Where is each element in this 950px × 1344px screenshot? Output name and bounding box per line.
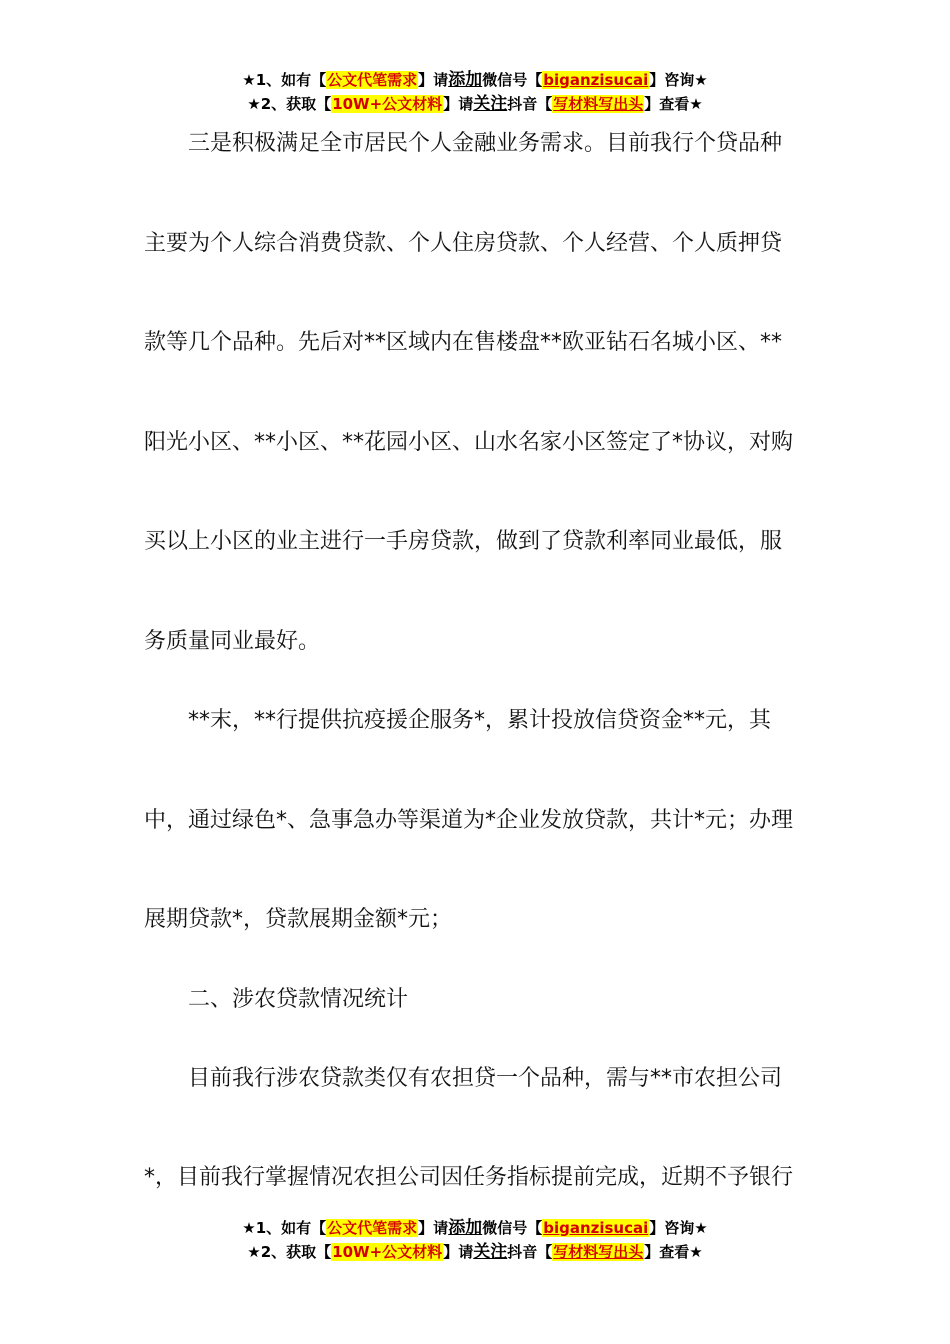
banner-line-2 [0, 1240, 950, 1264]
banner-emphasis-follow: 关注 [473, 94, 508, 114]
banner-line-2 [0, 92, 950, 116]
banner-emphasis-follow: 关注 [473, 1242, 508, 1262]
banner-text: 微信号【 [482, 1219, 543, 1237]
banner-text: ★1、如有【 [242, 1219, 327, 1237]
douyin-account-link[interactable]: 写材料写出头 [553, 1243, 644, 1261]
body-line: 展期贷款*，贷款展期金额*元； [144, 907, 453, 932]
banner-emphasis-add: 添加 [448, 1218, 483, 1238]
body-line: 阳光小区、**小区、**花园小区、山水名家小区签定了*协议，对购 [144, 430, 794, 455]
banner-text: 】查看★ [644, 95, 703, 113]
banner-text: 抖音【 [507, 1243, 553, 1261]
body-line: **末，**行提供抗疫援企服务*，累计投放信贷资金**元，其 [188, 708, 772, 733]
banner-text: 】查看★ [644, 1243, 703, 1261]
body-line: 买以上小区的业主进行一手房贷款，做到了贷款利率同业最低，服 [144, 529, 783, 554]
banner-line-1 [0, 1216, 950, 1240]
body-line: 款等几个品种。先后对**区域内在售楼盘**欧亚钻石名城小区、** [144, 330, 783, 355]
banner-text: 】请 [443, 95, 474, 113]
banner-text: 】请 [418, 1219, 449, 1237]
banner-text: ★2、获取【 [247, 1243, 332, 1261]
banner-text: 】请 [418, 71, 449, 89]
douyin-account-link[interactable]: 写材料写出头 [553, 95, 644, 113]
banner-emphasis-add: 添加 [448, 70, 483, 90]
highlight-materials: 10W+公文材料 [332, 1243, 443, 1261]
body-line: 三是积极满足全市居民个人金融业务需求。目前我行个贷品种 [188, 131, 783, 156]
section-heading: 二、涉农贷款情况统计 [188, 987, 409, 1012]
banner-text: 微信号【 [482, 71, 543, 89]
footer-banner [0, 1216, 950, 1264]
wechat-id-link[interactable]: biganzisucai [543, 71, 649, 89]
banner-text: ★1、如有【 [242, 71, 327, 89]
banner-text: 】咨询★ [649, 71, 708, 89]
banner-line-1 [0, 68, 950, 92]
header-banner [0, 68, 950, 116]
body-line: 目前我行涉农贷款类仅有农担贷一个品种，需与**市农担公司 [188, 1066, 783, 1091]
highlight-writing-service: 公文代笔需求 [327, 71, 418, 89]
banner-text: 】咨询★ [649, 1219, 708, 1237]
body-line: 务质量同业最好。 [144, 629, 321, 654]
body-line: 主要为个人综合消费贷款、个人住房贷款、个人经营、个人质押贷 [144, 231, 783, 256]
banner-text: ★2、获取【 [247, 95, 332, 113]
wechat-id-link[interactable]: biganzisucai [543, 1219, 649, 1237]
body-line: 中，通过绿色*、急事急办等渠道为*企业发放贷款，共计*元；办理 [144, 808, 794, 833]
highlight-writing-service: 公文代笔需求 [327, 1219, 418, 1237]
highlight-materials: 10W+公文材料 [332, 95, 443, 113]
banner-text: 】请 [443, 1243, 474, 1261]
body-line: *，目前我行掌握情况农担公司因任务指标提前完成，近期不予银行 [144, 1165, 794, 1190]
banner-text: 抖音【 [507, 95, 553, 113]
